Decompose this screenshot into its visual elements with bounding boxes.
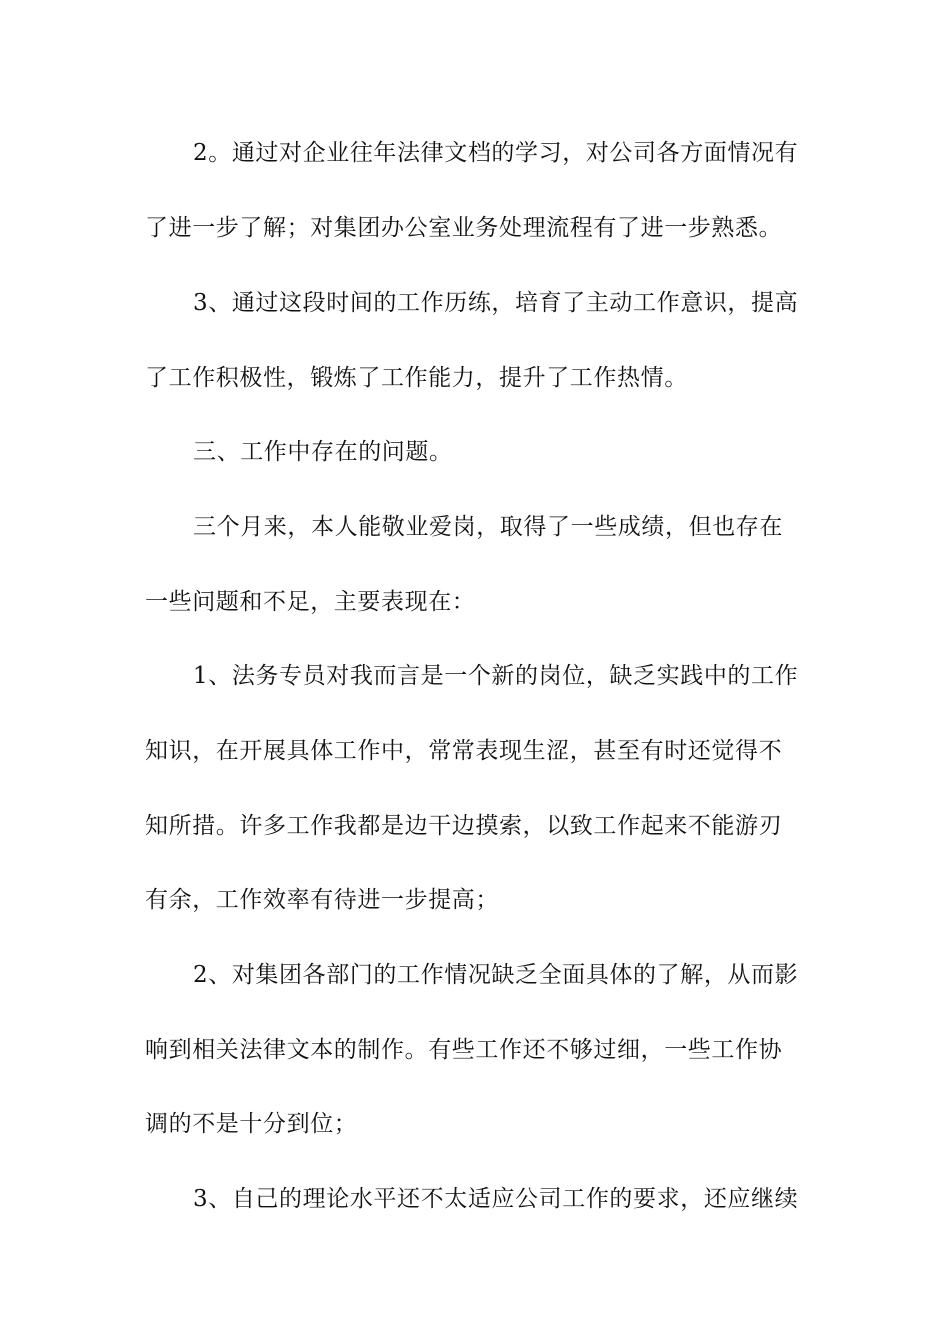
paragraph-line: 一些问题和不足，主要表现在： <box>145 589 476 615</box>
paragraph-line: 3、自己的理论水平还不太适应公司工作的要求，还应继续 <box>193 1186 799 1212</box>
paragraph-line: 2。通过对企业往年法律文档的学习，对公司各方面情况有 <box>193 140 799 166</box>
paragraph-line: 了进一步了解；对集团办公室业务处理流程有了进一步熟悉。 <box>145 215 783 241</box>
paragraph-line: 知识，在开展具体工作中，常常表现生涩，甚至有时还觉得不 <box>145 738 783 764</box>
paragraph-line: 三个月来，本人能敬业爱岗，取得了一些成绩，但也存在 <box>193 514 783 540</box>
paragraph-line: 3、通过这段时间的工作历练，培育了主动工作意识，提高 <box>193 290 799 316</box>
paragraph-line: 了工作积极性，锻炼了工作能力，提升了工作热情。 <box>145 365 688 391</box>
paragraph-line: 1、法务专员对我而言是一个新的岗位，缺乏实践中的工作 <box>193 663 799 689</box>
paragraph-line: 知所措。许多工作我都是边干边摸索，以致工作起来不能游刃 <box>145 813 783 839</box>
paragraph-line: 有余，工作效率有待进一步提高； <box>145 887 499 913</box>
paragraph-line: 响到相关法律文本的制作。有些工作还不够过细，一些工作协 <box>145 1037 783 1063</box>
paragraph-line: 调的不是十分到位； <box>145 1111 358 1137</box>
section-heading: 三、工作中存在的问题。 <box>193 439 453 465</box>
paragraph-line: 2、对集团各部门的工作情况缺乏全面具体的了解，从而影 <box>193 962 799 988</box>
